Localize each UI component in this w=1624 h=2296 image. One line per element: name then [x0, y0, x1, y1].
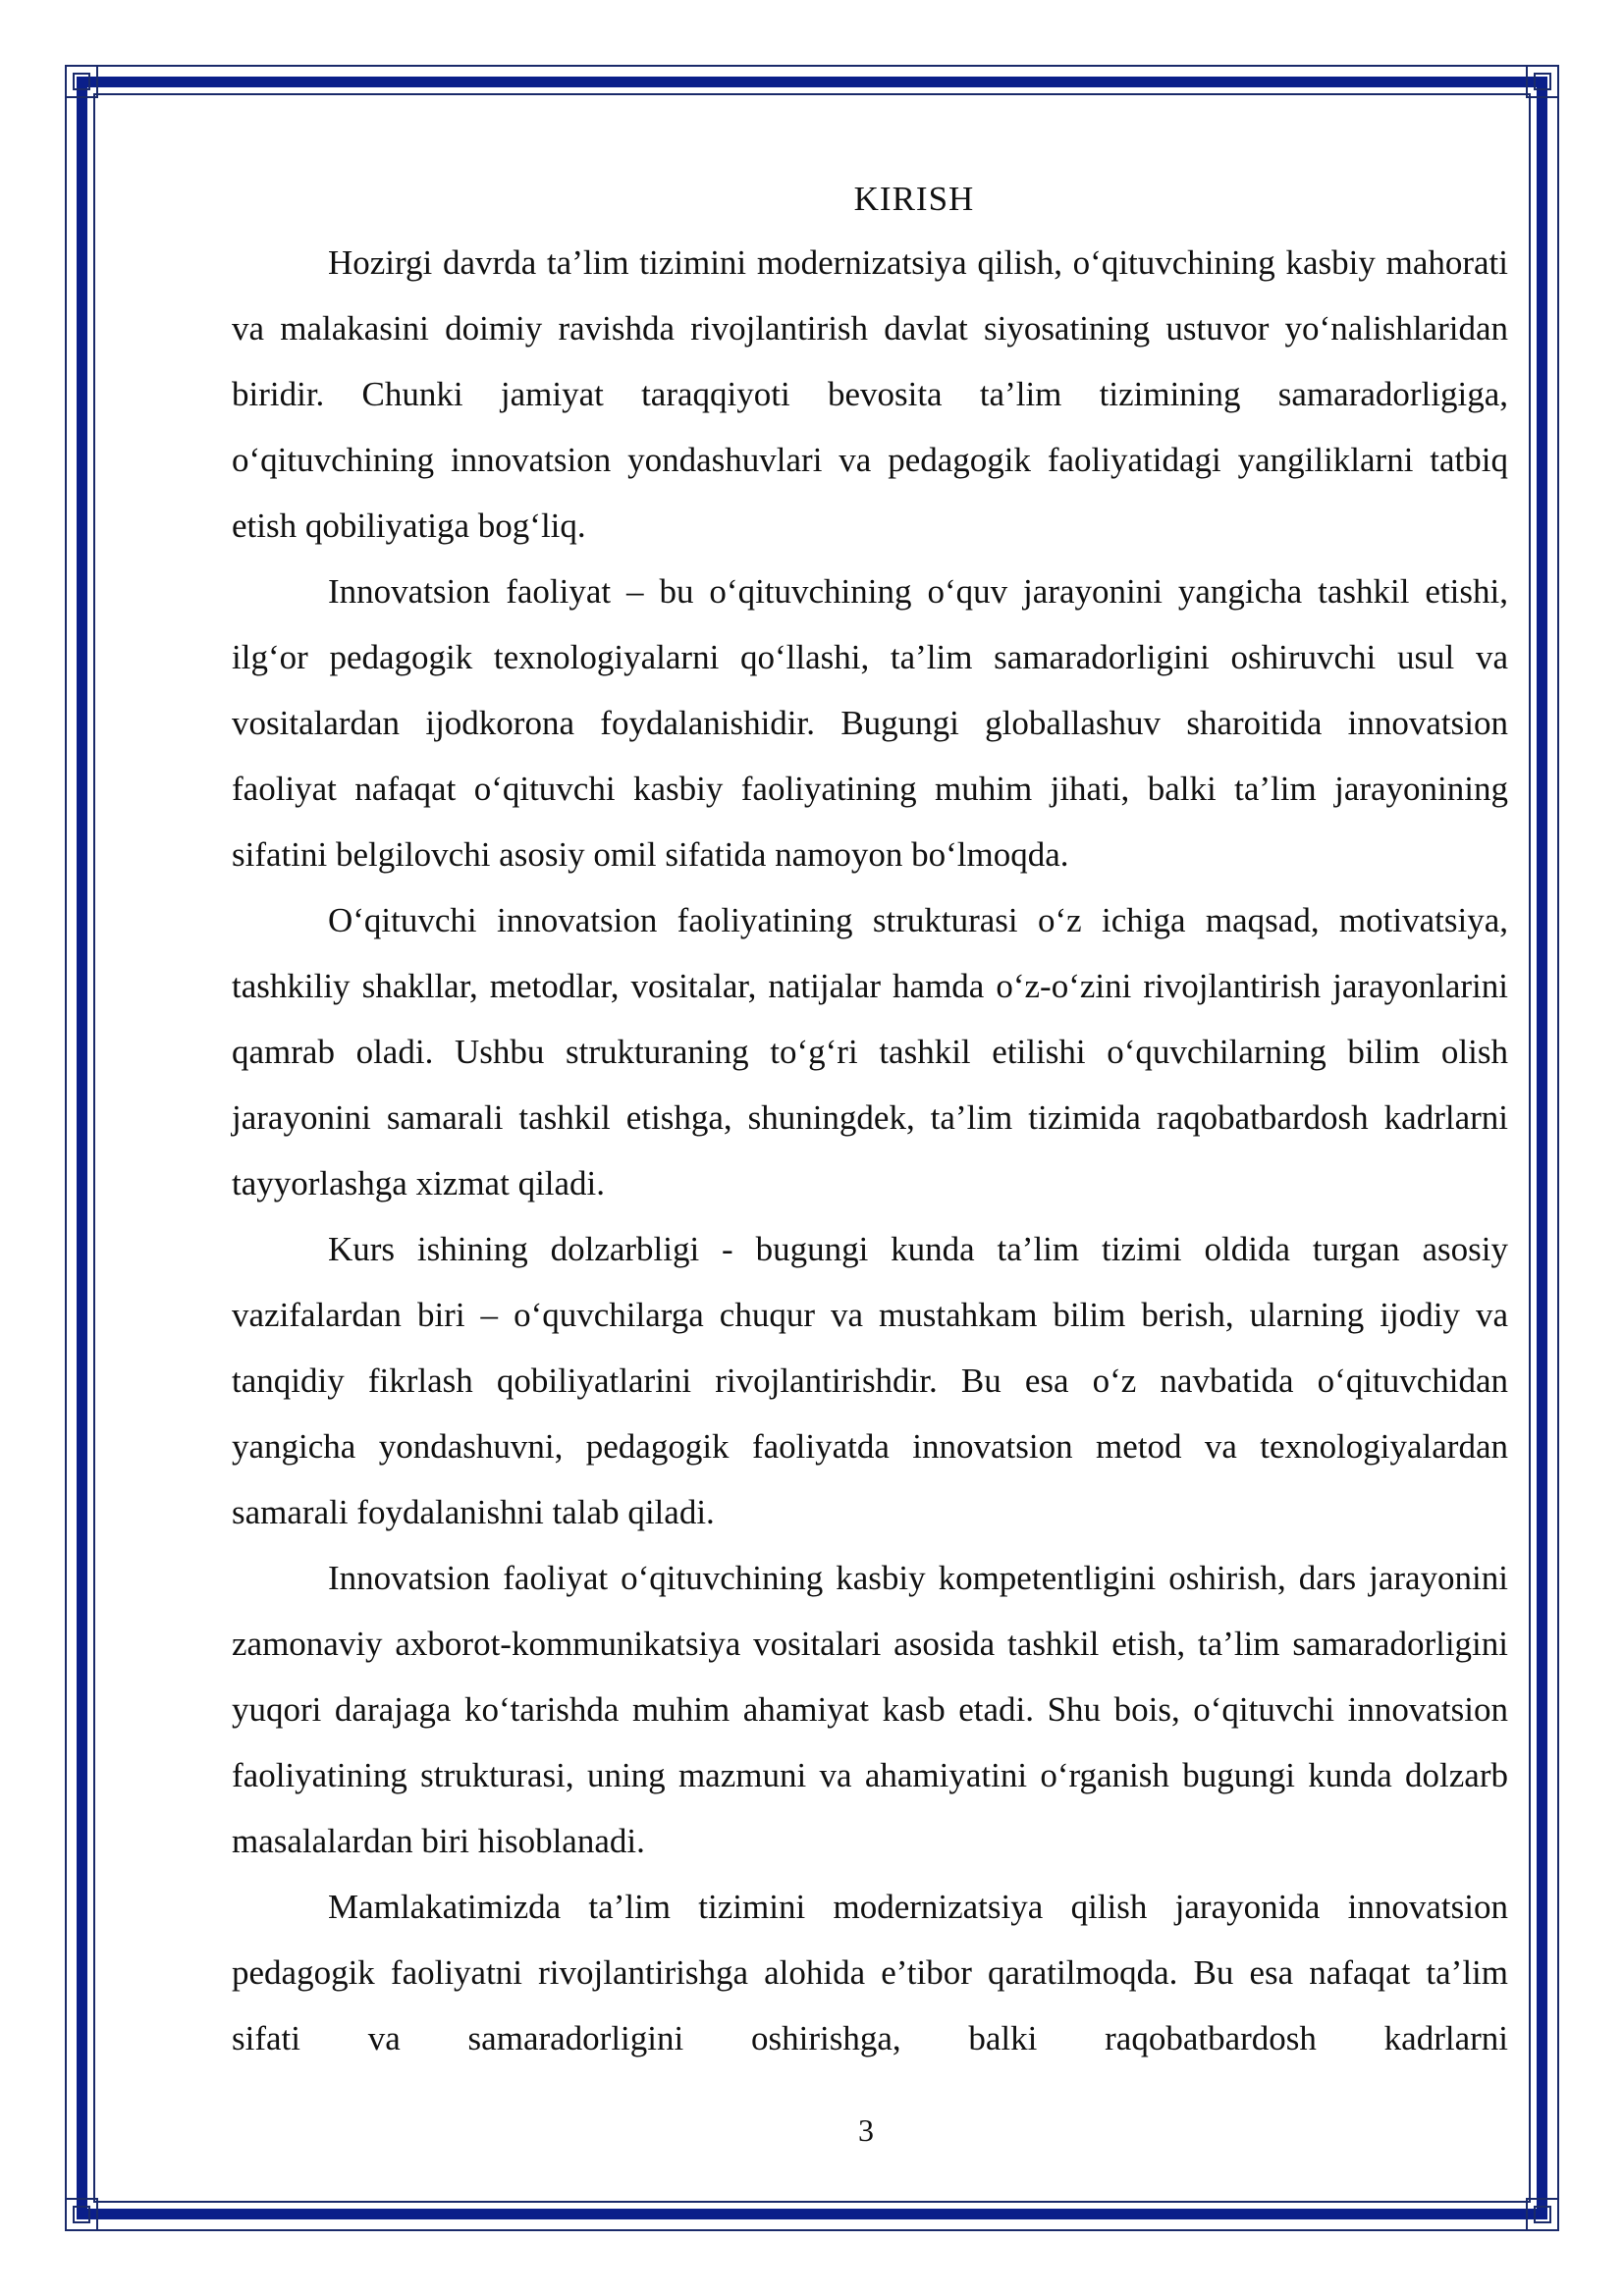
corner-ornament-icon	[1526, 65, 1559, 98]
corner-ornament-icon	[65, 65, 98, 98]
page-number: 3	[858, 2112, 874, 2148]
paragraph: Kurs ishining dolzarbligi - bugungi kunda ta’lim tizimi oldida turgan asosiy vazifalardan biri – o‘quvchilarga chuqur va mustahkam bilim berish, ularning ijodiy va tanqidiy fikrlash qobiliyatlarini rivojlantirishdir. Bu esa o‘z navbatida o‘qituvchidan yangicha yondashuvni, pedagogik faoliyatda innovatsion metod va texnologiyalardan samarali foydalanishni talab qiladi.	[232, 1230, 1508, 1531]
paragraph: O‘qituvchi innovatsion faoliyatining strukturasi o‘z ichiga maqsad, motivatsiya, tashkiliy shakllar, metodlar, vositalar, natijalar hamda o‘z-o‘zini rivojlantirish jarayonlarini qamrab oladi. Ushbu strukturaning to‘g‘ri tashkil etilishi o‘quvchilarning bilim olish jarayonini samarali tashkil etishga, shuningdek, ta’lim tizimida raqobatbardosh kadrlarni tayyorlashga xizmat qiladi.	[232, 901, 1508, 1202]
document-body	[232, 169, 1508, 2071]
paragraph: Innovatsion faoliyat – bu o‘qituvchining o‘quv jarayonini yangicha tashkil etishi, ilg‘or pedagogik texnologiyalarni qo‘llashi, ta’lim samaradorligini oshiruvchi usul va vositalardan ijodkorona foydalanishidir. Bugungi globallashuv sharoitida innovatsion faoliyat nafaqat o‘qituvchi kasbiy faoliyatining muhim jihati, balki ta’lim jarayonining sifatini belgilovchi asosiy omil sifatida namoyon bo‘lmoqda.	[232, 572, 1508, 874]
corner-ornament-icon	[65, 2198, 98, 2231]
paragraph: Hozirgi davrda ta’lim tizimini modernizatsiya qilish, o‘qituvchining kasbiy mahorati va malakasini doimiy ravishda rivojlantirish davlat siyosatining ustuvor yo‘nalishlaridan biridir. Chunki jamiyat taraqqiyoti bevosita ta’lim tizimining samaradorligiga, o‘qituvchining innovatsion yondashuvlari va pedagogik faoliyatidagi yangiliklarni tatbiq etish qobiliyatiga bog‘liq.	[232, 243, 1508, 545]
page-title: KIRISH	[853, 180, 975, 218]
paragraph: Innovatsion faoliyat o‘qituvchining kasbiy kompetentligini oshirish, dars jarayonini zamonaviy axborot-kommunikatsiya vositalari asosida tashkil etish, ta’lim samaradorligini yuqori darajaga ko‘tarishda muhim ahamiyat kasb etadi. Shu bois, o‘qituvchi innovatsion faoliyatining strukturasi, uning mazmuni va ahamiyatini o‘rganish bugungi kunda dolzarb masalalardan biri hisoblanadi.	[232, 1559, 1508, 1860]
paragraph: Mamlakatimizda ta’lim tizimini modernizatsiya qilish jarayonida innovatsion pedagogik faoliyatni rivojlantirishga alohida e’tibor qaratilmoqda. Bu esa nafaqat ta’lim sifati va samaradorligini oshirishga, balki raqobatbardosh kadrlarni	[232, 1888, 1508, 2057]
corner-ornament-icon	[1526, 2198, 1559, 2231]
